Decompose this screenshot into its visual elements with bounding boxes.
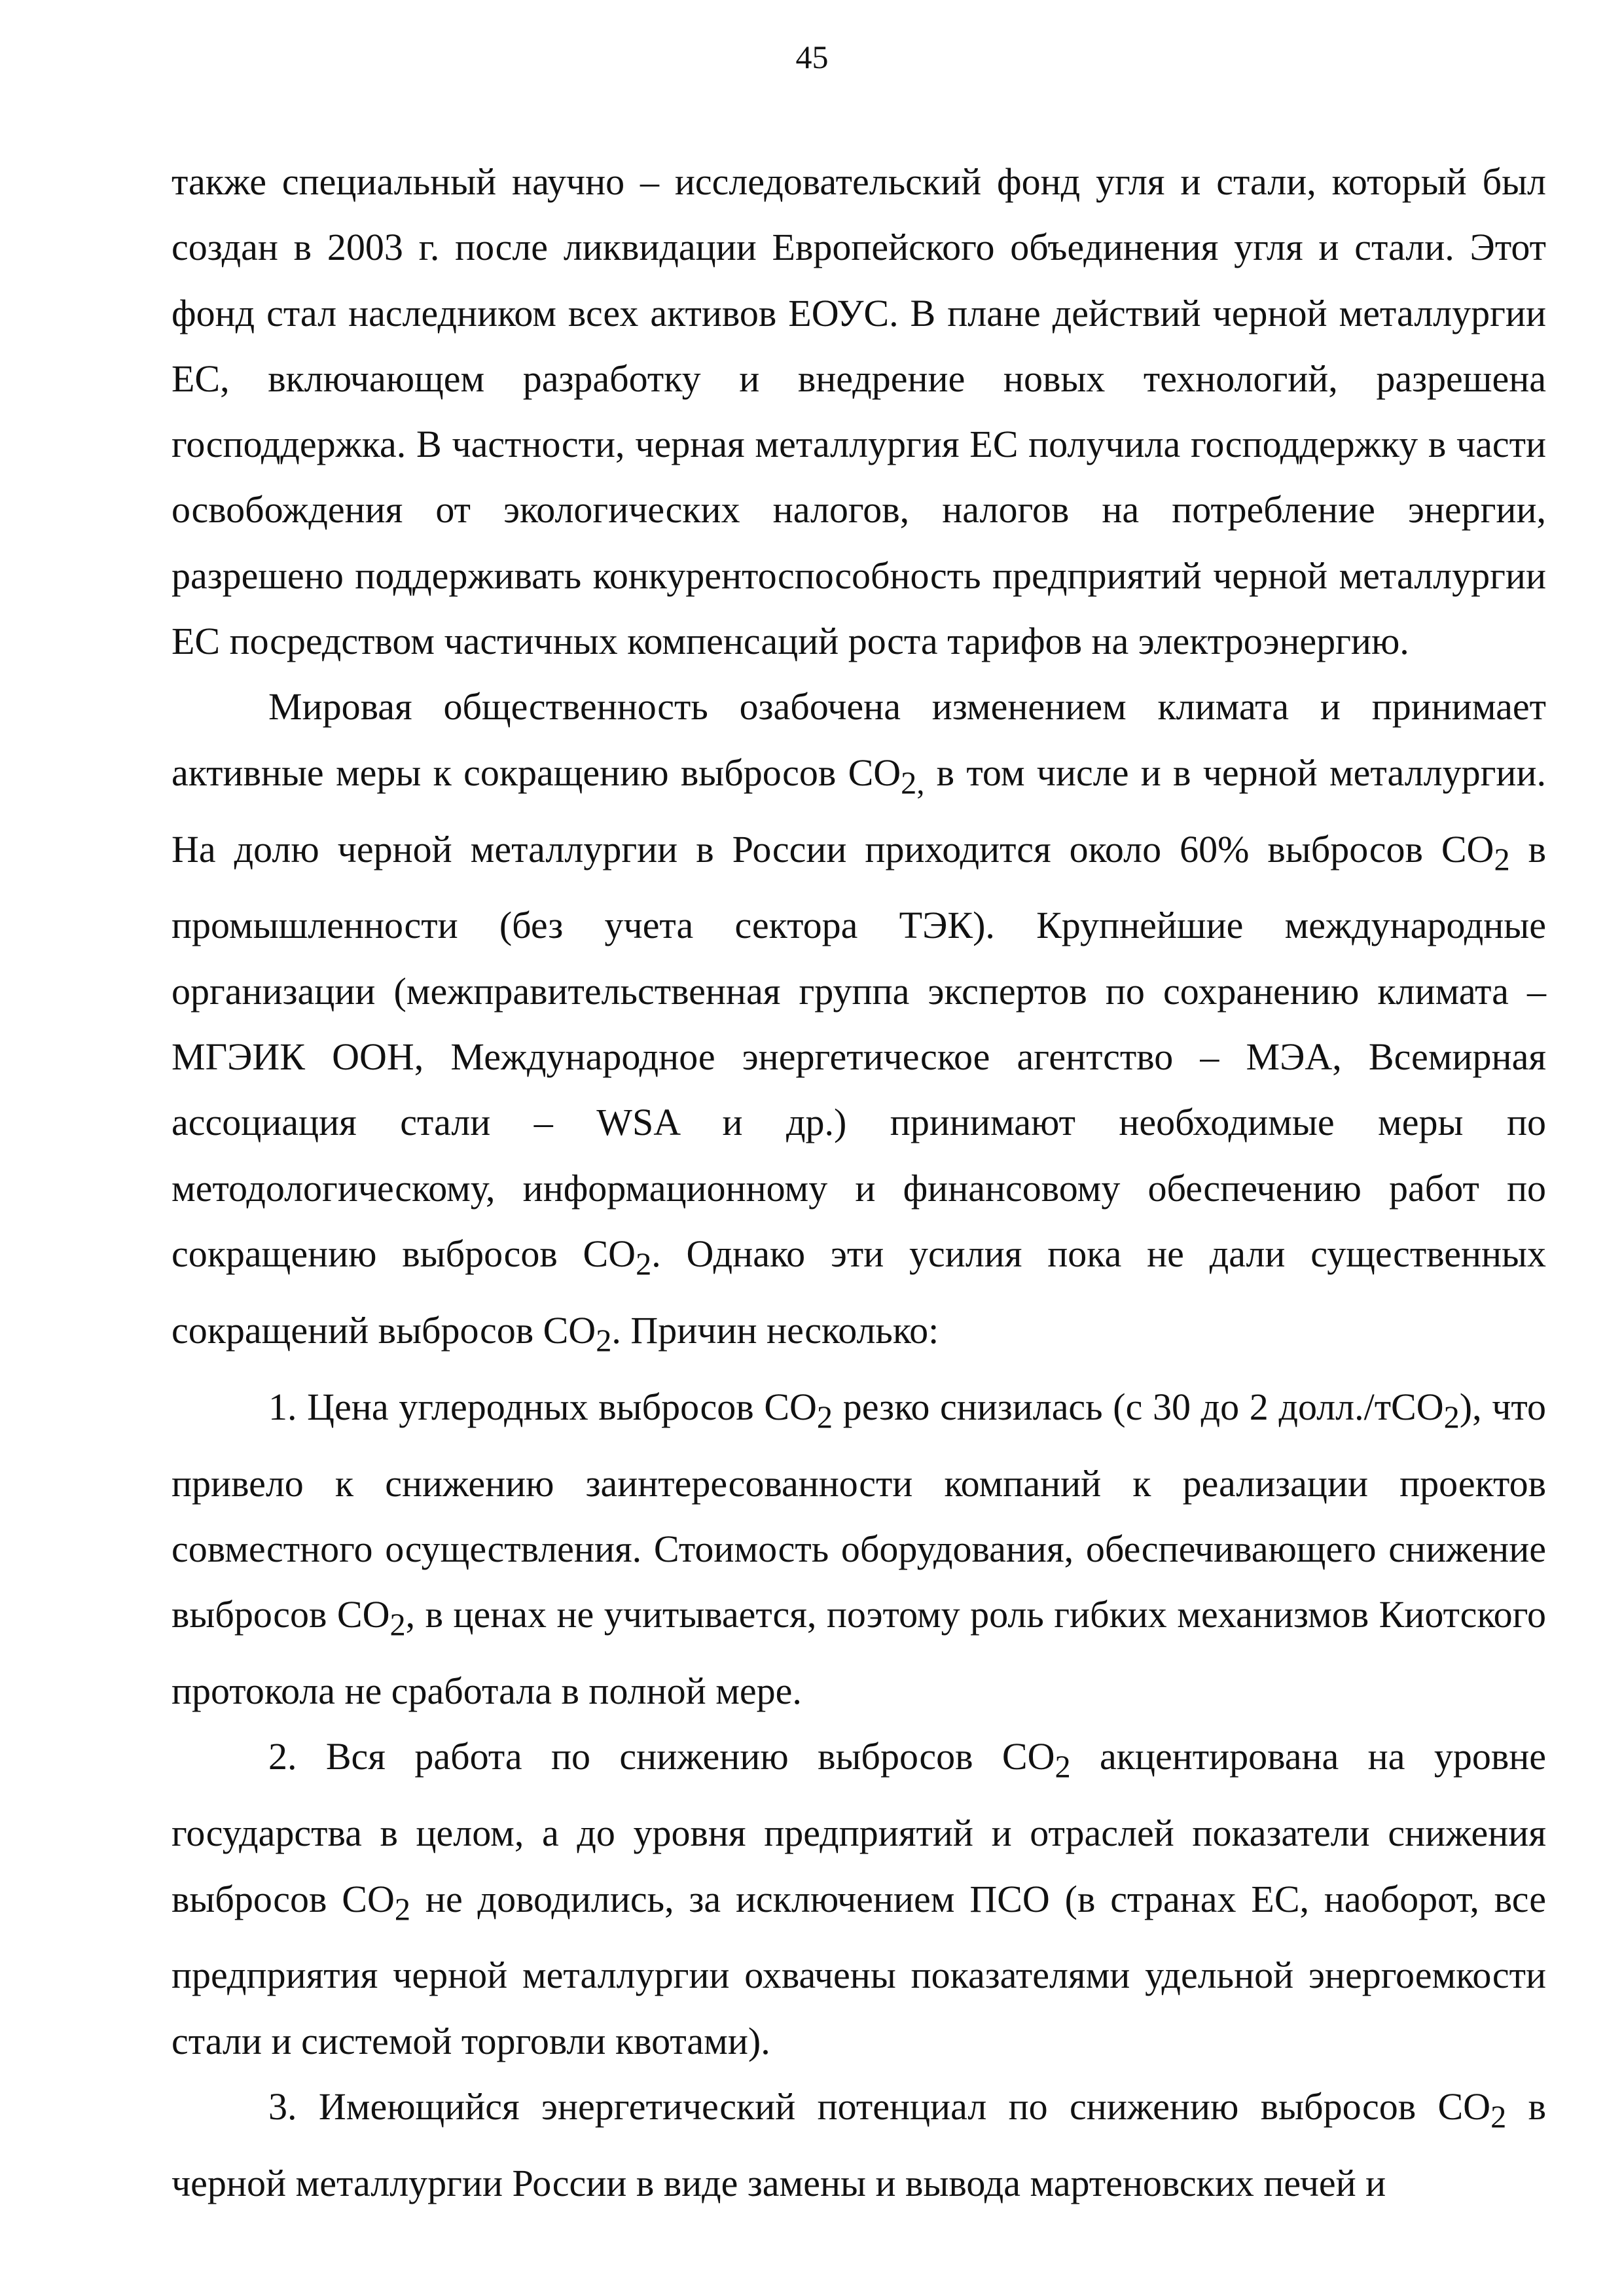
- list-item-1: 1. Цена углеродных выбросов $CO_2$ резко снизилась (с 30 до 2 долл./тCO$_2$), что привело к снижению заинтересованности компаний к реализации проектов совместного осуществления. Стоимость оборудования, обеспечивающего снижение выбросов $CO_2$, в ценах не учитывается, поэтому роль гибких механизмов Киотского протокола не сработала в полной мере.: [171, 1385, 1546, 1713]
- paragraph-climate-concern: Мировая общественность озабочена изменением климата и принимает активные меры к сокращению выбросов $CO_{2,}$ в том числе и в черной металлургии. На долю черной металлургии в России приходится около 60% выбросов $CO_2$ в промышленности (без учета сектора ТЭК). Крупнейшие международные организации (межправительственная группа экспертов по сохранению климата – МГЭИК ООН, Международное энергетическое агентство – МЭА, Всемирная ассоциация стали – WSA и др.) принимают необходимые меры по методологическому, информационному и финансовому обеспечению работ по сокращению выбросов $CO_2$. Однако эти усилия пока не дали существенных сокращений выбросов $CO_2$. Причин несколько:: [171, 685, 1547, 1359]
- document-body: [171, 149, 1546, 2216]
- list-item-2: 2. Вся работа по снижению выбросов $CO_2$ акцентирована на уровне государства в целом, а до уровня предприятий и отраслей показатели снижения выбросов $CO_2$ не доводились, за исключением ПСО (в странах ЕС, наоборот, все предприятия черной металлургии охвачены показателями удельной энергоемкости стали и системой торговли квотами).: [171, 1735, 1546, 2062]
- paragraph-continuation: также специальный научно – исследовательский фонд угля и стали, который был создан в 2003 г. после ликвидации Европейского объединения угля и стали. Этот фонд стал наследником всех активов ЕОУС. В плане действий черной металлургии ЕС, включающем разработку и внедрение новых технологий, разрешена господдержка. В частности, черная металлургия ЕС получила господдержку в части освобождения от экологических налогов, налогов на потребление энергии, разрешено поддерживать конкурентоспособность предприятий черной металлургии ЕС посредством частичных компенсаций роста тарифов на электроэнергию.: [171, 160, 1546, 663]
- page-number: 45: [795, 39, 829, 75]
- list-item-3: 3. Имеющийся энергетический потенциал по снижению выбросов $CO_2$ в черной металлургии России в виде замены и вывода мартеновских печей и: [171, 2085, 1547, 2204]
